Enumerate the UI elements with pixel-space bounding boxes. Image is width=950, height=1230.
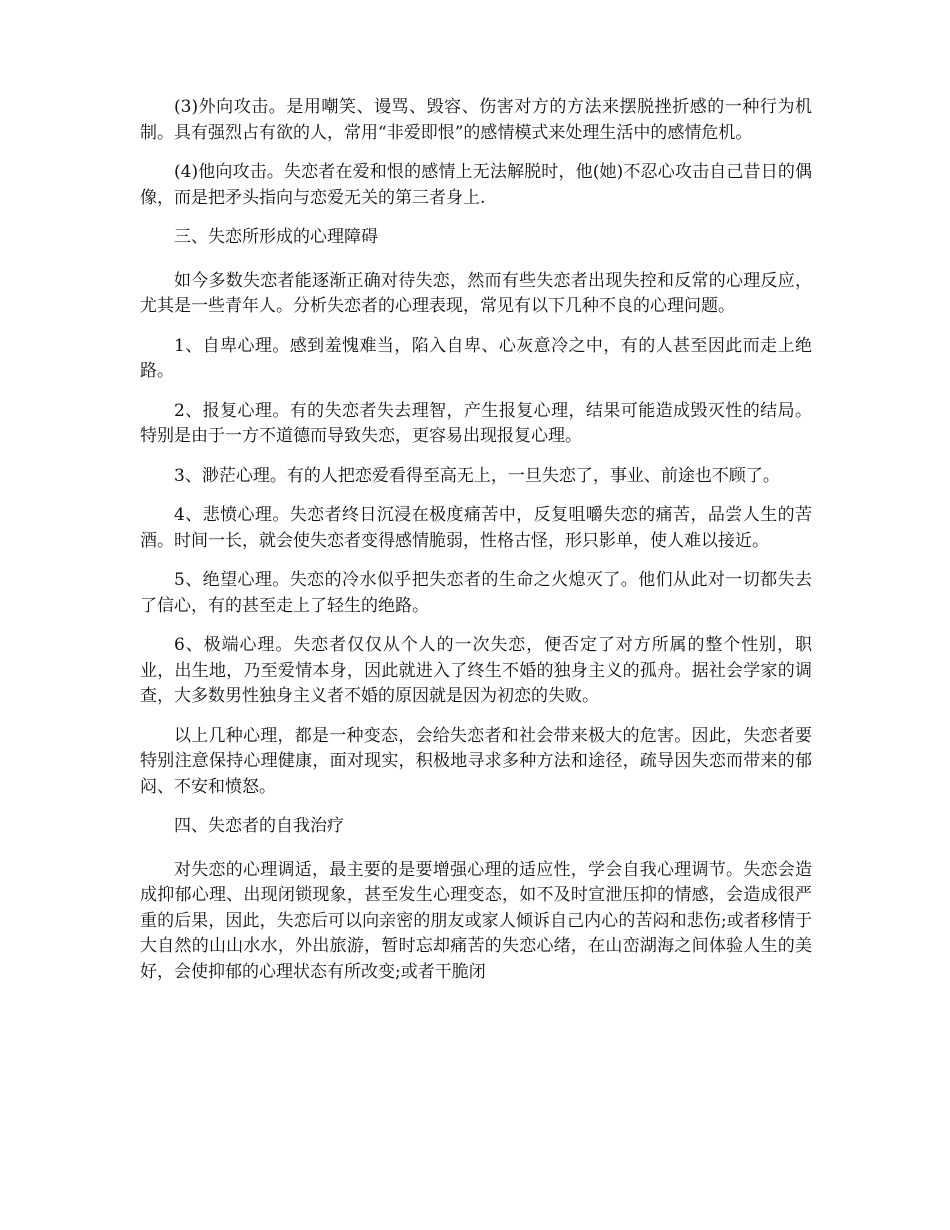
paragraph-barriers-intro: 如今多数失恋者能逐渐正确对待失恋，然而有些失恋者出现失控和反常的心理反应，尤其是一些青年人。分析失恋者的心理表现，常见有以下几种不良的心理问题。 bbox=[140, 270, 812, 316]
document-body bbox=[140, 95, 812, 999]
paragraph-inferiority: 1、自卑心理。感到羞愧难当，陷入自卑、心灰意冷之中，有的人甚至因此而走上绝路。 bbox=[140, 335, 812, 381]
paragraph-confusion: 3、渺茫心理。有的人把恋爱看得至高无上，一旦失恋了，事业、前途也不顾了。 bbox=[174, 465, 780, 486]
paragraph-revenge: 2、报复心理。有的失恋者失去理智，产生报复心理，结果可能造成毁灭性的结局。特别是由于一方不道德而导致失恋，更容易出现报复心理。 bbox=[140, 400, 812, 446]
section-heading-psychological-barriers: 三、失恋所形成的心理障碍 bbox=[174, 227, 378, 247]
paragraph-outward-aggression: (3)外向攻击。是用嘲笑、谩骂、毁容、伤害对方的方法来摆脱挫折感的一种行为机制。具有强烈占有欲的人，常用“非爱即恨”的感情模式来处理生活中的感情危机。 bbox=[140, 97, 812, 143]
paragraph-grief-anger: 4、悲愤心理。失恋者终日沉浸在极度痛苦中，反复咀嚼失恋的痛苦，品尝人生的苦酒。时间一长，就会使失恋者变得感情脆弱，性格古怪，形只影单，使人难以接近。 bbox=[140, 505, 812, 551]
section-heading-self-treatment: 四、失恋者的自我治疗 bbox=[174, 816, 344, 836]
paragraph-extreme: 6、极端心理。失恋者仅仅从个人的一次失恋，便否定了对方所属的整个性别，职业，出生地，乃至爱情本身，因此就进入了终生不婚的独身主义的孤舟。据社会学家的调查，大多数男性独身主义者不婚的原因就是因为初恋的失败。 bbox=[140, 635, 812, 706]
paragraph-displaced-aggression: (4)他向攻击。失恋者在爱和恨的感情上无法解脱时，他(她)不忍心攻击自己昔日的偶像，而是把矛头指向与恋爱无关的第三者身上. bbox=[140, 162, 812, 208]
paragraph-despair: 5、绝望心理。失恋的冷水似乎把失恋者的生命之火熄灭了。他们从此对一切都失去了信心，有的甚至走上了轻生的绝路。 bbox=[140, 570, 812, 616]
paragraph-summary: 以上几种心理，都是一种变态，会给失恋者和社会带来极大的危害。因此，失恋者要特别注意保持心理健康，面对现实，积极地寻求多种方法和途径，疏导因失恋而带来的郁闷、不安和愤怒。 bbox=[140, 725, 812, 797]
paragraph-self-treatment: 对失恋的心理调适，最主要的是要增强心理的适应性，学会自我心理调节。失恋会造成抑郁心理、出现闭锁现象，甚至发生心理变态，如不及时宣泄压抑的情感，会造成很严重的后果，因此，失恋后可以向亲密的朋友或家人倾诉自己内心的苦闷和悲伤;或者移情于大自然的山山水水，外出旅游，暂时忘却痛苦的失恋心绪，在山峦湖海之间体验人生的美好，会使抑郁的心理状态有所改变;或者干脆闭 bbox=[140, 859, 812, 982]
